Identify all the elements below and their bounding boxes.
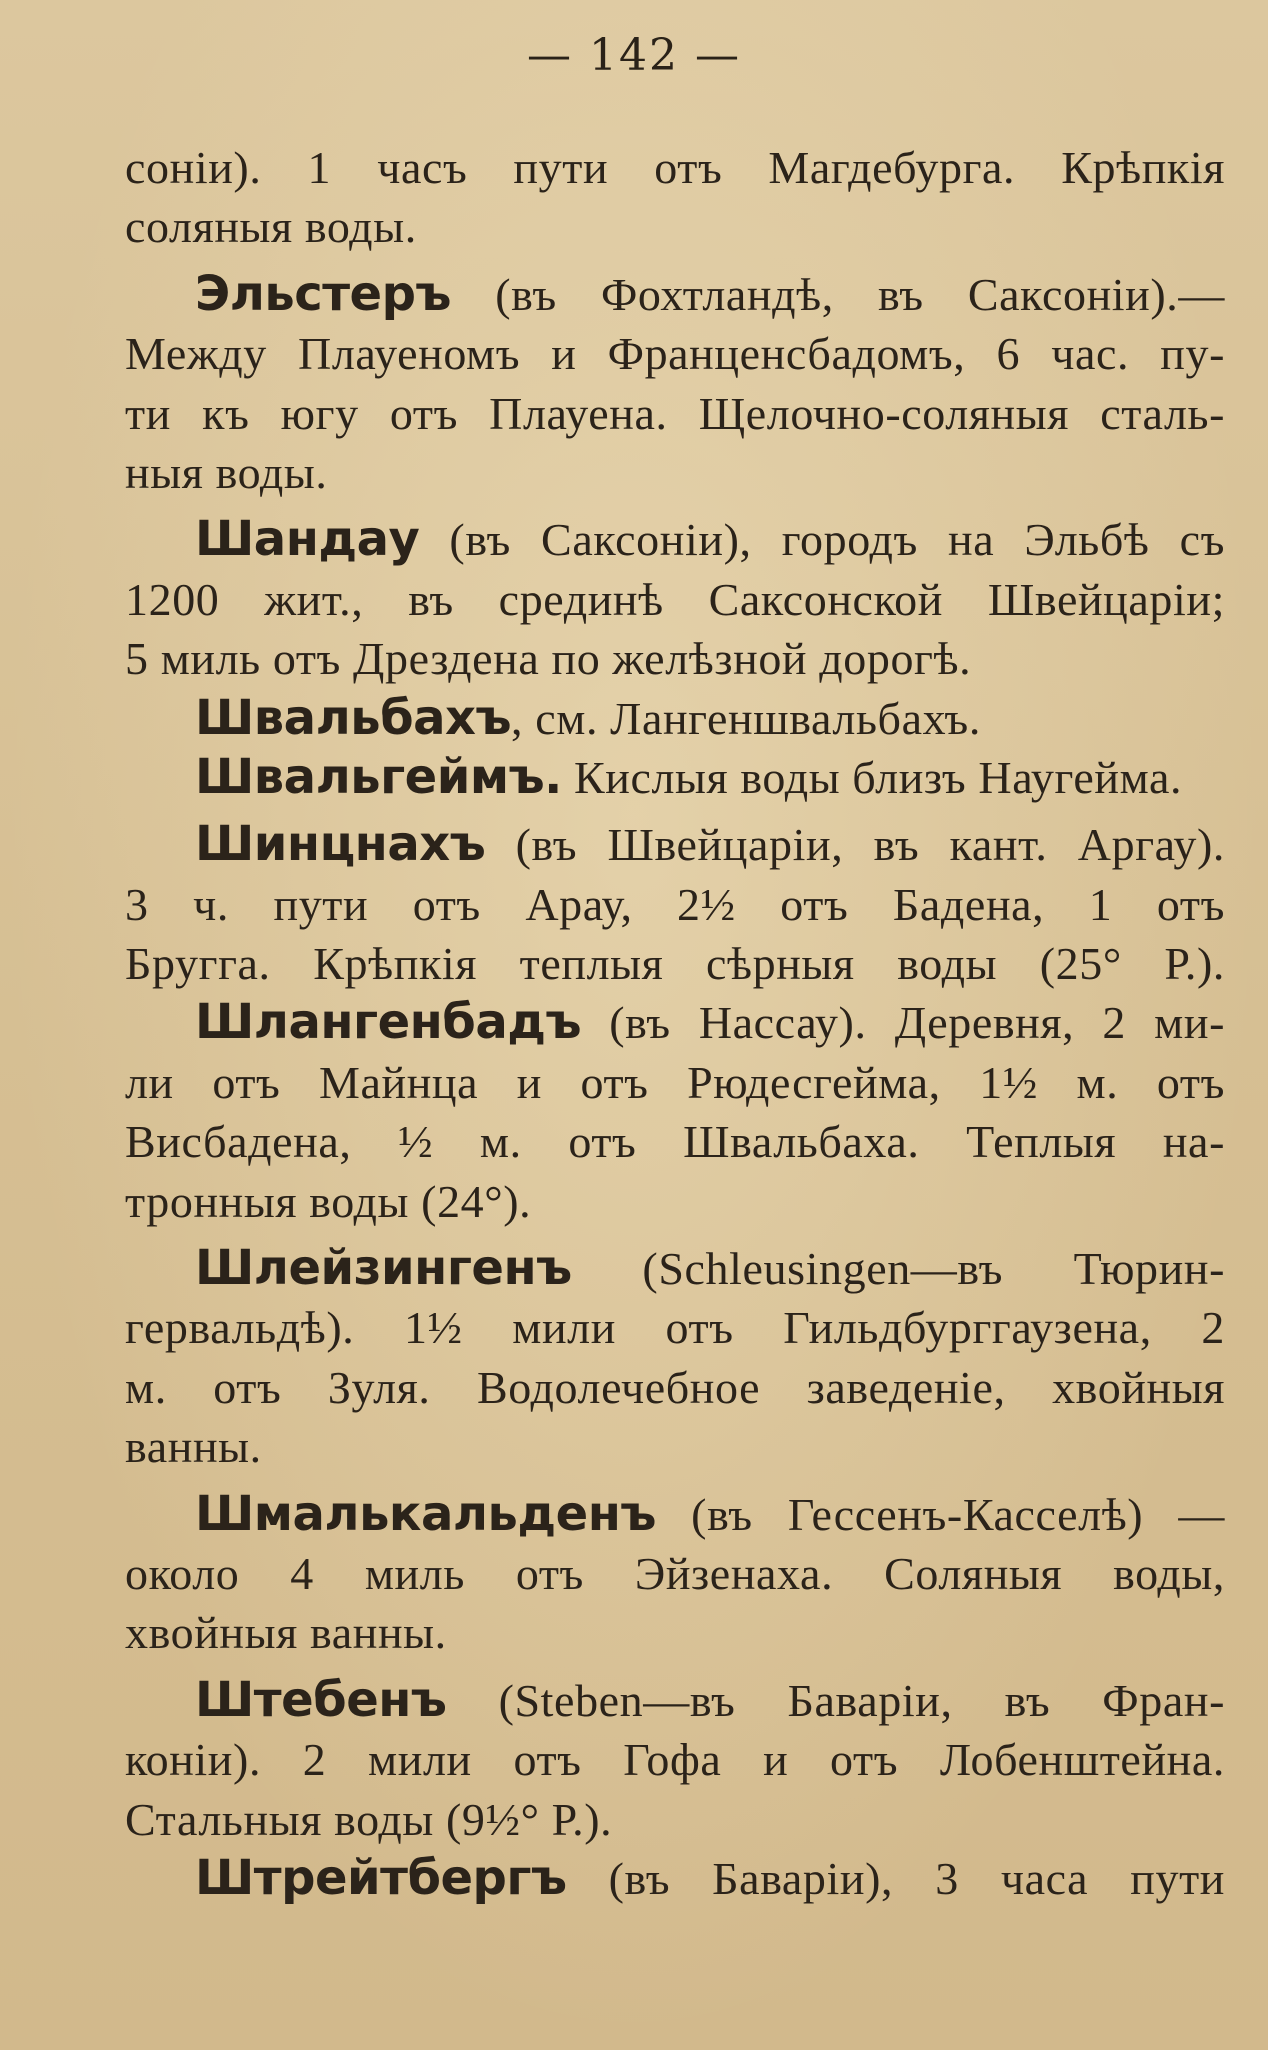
entry-text: хвойныя ванны. <box>125 1607 447 1659</box>
entry-text: (въ Фохтландѣ, въ Саксонiи).— <box>451 268 1225 320</box>
text-line <box>125 689 1225 748</box>
text-line <box>125 384 1225 443</box>
text-line <box>125 1849 1225 1908</box>
text-line <box>125 510 1225 569</box>
text-line <box>125 1053 1225 1112</box>
entry-text: (въ Гессенъ-Касселѣ) — <box>655 1488 1225 1540</box>
entry-headword: Швальбахъ <box>195 689 512 746</box>
entry-headword: Шандау <box>195 511 420 568</box>
entry-text: соляныя воды. <box>125 201 417 253</box>
text-line <box>125 1485 1225 1544</box>
text-line <box>125 1172 1225 1231</box>
entry-text: ти къ югу отъ Плауена. Щелочно-соляныя сталь- <box>125 387 1225 439</box>
entry-text: , см. Лангеншвальбахъ. <box>511 692 981 744</box>
entry-text: Стальныя воды (9½° Р.). <box>125 1793 613 1845</box>
entry-headword: Шмалькальденъ <box>195 1485 656 1542</box>
entry-text: около 4 миль отъ Эйзенаха. Соляныя воды, <box>125 1547 1225 1599</box>
entry-text: (въ Швейцарiи, въ кант. Аргау). <box>485 819 1225 871</box>
entry-text: Кислыя воды близъ Наугейма. <box>561 751 1183 803</box>
text-line <box>125 138 1225 197</box>
text-line <box>125 1790 1225 1849</box>
text-line <box>125 993 1225 1052</box>
entry-headword: Шлейзингенъ <box>195 1240 572 1297</box>
entry-headword: Шлангенбадъ <box>195 994 582 1051</box>
entry-headword: Штебенъ <box>195 1671 447 1728</box>
entry-text: 1200 жит., въ срединѣ Саксонской Швейцарiи; <box>125 573 1225 625</box>
entry-text: (въ Саксонiи), городъ на Эльбѣ съ <box>419 514 1225 566</box>
text-line <box>125 1358 1225 1417</box>
page-number: — 142 — <box>527 30 741 81</box>
page-text <box>125 138 1225 1908</box>
entry-text: конiи). 2 мили отъ Гофа и отъ Лобенштейна. <box>125 1734 1225 1786</box>
text-line <box>125 1417 1225 1476</box>
text-line <box>125 570 1225 629</box>
text-line <box>125 1603 1225 1662</box>
entry-text: ли отъ Майнца и отъ Рюдесгейма, 1½ м. отъ <box>125 1056 1225 1108</box>
entry-text: (Steben—въ Баварiи, въ Фран- <box>446 1674 1225 1726</box>
entry-headword: Штрейтбергъ <box>195 1849 567 1906</box>
text-line <box>125 1298 1225 1357</box>
text-line <box>125 324 1225 383</box>
text-line <box>125 265 1225 324</box>
entry-headword: Шинцнахъ <box>195 816 486 873</box>
text-line <box>125 815 1225 874</box>
text-line <box>125 875 1225 934</box>
text-line <box>125 1239 1225 1298</box>
entry-text: (въ Баварiи), 3 часа пути <box>566 1852 1225 1904</box>
text-line <box>125 629 1225 688</box>
text-line <box>125 1730 1225 1789</box>
text-line <box>125 443 1225 502</box>
text-line <box>125 1112 1225 1171</box>
entry-text: ныя воды. <box>125 446 328 498</box>
entry-text: 3 ч. пути отъ Арау, 2½ отъ Бадена, 1 отъ <box>125 878 1225 930</box>
text-line <box>125 1544 1225 1603</box>
text-line <box>125 197 1225 256</box>
entry-text: сонiи). 1 часъ пути отъ Магдебурга. Крѣпкiя <box>125 142 1225 193</box>
entry-headword: Эльстеръ <box>195 265 451 322</box>
text-line <box>125 1671 1225 1730</box>
entry-text: гервальдѣ). 1½ мили отъ Гильдбурггаузена, 2 <box>125 1302 1225 1354</box>
text-line <box>125 934 1225 993</box>
entry-text: Между Плауеномъ и Франценсбадомъ, 6 час. пу- <box>125 328 1225 380</box>
entry-text: (въ Нассау). Деревня, 2 ми- <box>581 997 1225 1049</box>
entry-text: ванны. <box>125 1421 262 1473</box>
entry-text: (Schleusingen—въ Тюрин- <box>571 1243 1225 1295</box>
entry-text: Бругга. Крѣпкiя теплыя сѣрныя воды (25° Р.). <box>125 938 1225 990</box>
entry-text: м. отъ Зуля. Водолечебное заведенiе, хвойныя <box>125 1361 1225 1413</box>
text-line <box>125 748 1225 807</box>
entry-text: Висбадена, ½ м. отъ Швальбаха. Теплыя на- <box>125 1116 1225 1168</box>
entry-headword: Швальгеймъ. <box>195 748 562 805</box>
entry-text: тронныя воды (24°). <box>125 1175 532 1227</box>
entry-text: 5 миль отъ Дрездена по желѣзной дорогѣ. <box>125 633 972 685</box>
